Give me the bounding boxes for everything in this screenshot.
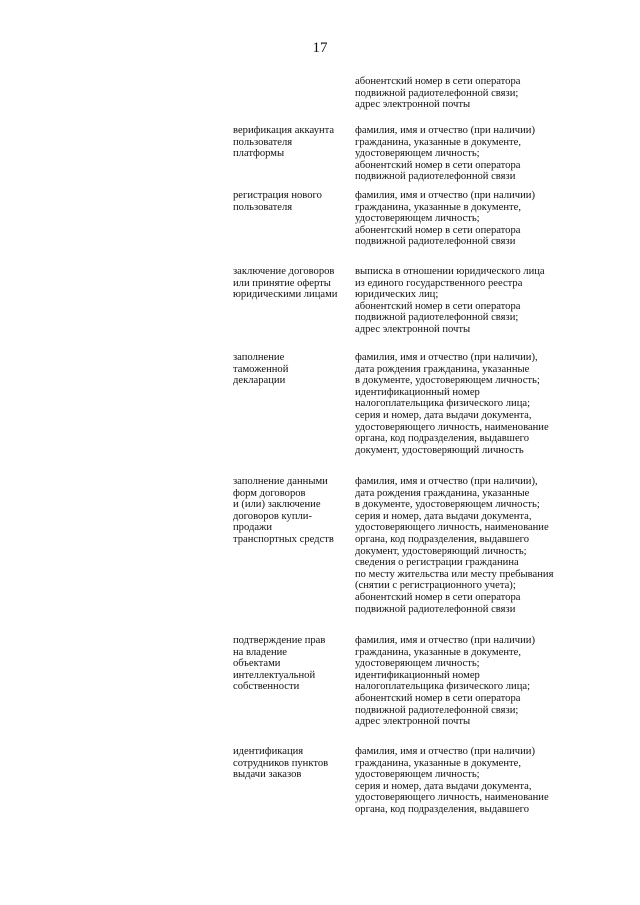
text-line: дата рождения гражданина, указанные [355, 487, 530, 499]
text-line: дата рождения гражданина, указанные [355, 363, 530, 375]
text-line: подвижной радиотелефонной связи; [355, 704, 519, 716]
text-line: фамилия, имя и отчество (при наличии) [355, 125, 535, 136]
text-line: фамилия, имя и отчество (при наличии) [355, 635, 535, 646]
text-line: абонентский номер в сети оператора [355, 591, 521, 603]
data-cell [355, 635, 600, 728]
text-line: гражданина, указанные в документе, [355, 136, 521, 148]
text-line: заключение договоров [233, 266, 335, 277]
text-line: удостоверяющем личность; [355, 148, 480, 160]
text-line: объектами [233, 658, 281, 670]
text-line: адрес электронной почты [355, 323, 471, 335]
text-line: фамилия, имя и отчество (при наличии), [355, 352, 538, 363]
text-line: сведения о регистрации гражданина [355, 557, 519, 569]
text-line: удостоверяющего личность, наименование [355, 792, 549, 804]
purpose-cell [233, 635, 348, 693]
text-line: абонентский номер в сети оператора [355, 300, 521, 312]
text-line: идентификационный номер [355, 386, 480, 398]
purpose-cell [233, 190, 348, 213]
text-line: удостоверяющем личность; [355, 213, 480, 225]
text-line: серия и номер, дата выдачи документа, [355, 780, 532, 792]
text-line: в документе, удостоверяющем личность; [355, 499, 540, 511]
purpose-cell [233, 352, 348, 387]
text-line: гражданина, указанные в документе, [355, 646, 521, 658]
text-line: документ, удостоверяющий личность; [355, 545, 527, 557]
purpose-cell [233, 125, 348, 160]
text-line: удостоверяющего личность, наименование [355, 522, 549, 534]
text-line: верификация аккаунта [233, 125, 335, 136]
text-line: органа, код подразделения, выдавшего [355, 533, 530, 545]
text-line: таможенной [233, 363, 289, 375]
text-line: транспортных средств [233, 533, 334, 545]
text-line: налогоплательщика физического лица; [355, 681, 531, 693]
text-line: (снятии с регистрационного учета); [355, 580, 516, 592]
text-line: подвижной радиотелефонной связи; [355, 87, 519, 99]
text-line: или принятие оферты [233, 277, 331, 289]
text-line: абонентский номер в сети оператора [355, 159, 521, 171]
text-line: пользователя [233, 136, 293, 148]
text-line: собственности [233, 681, 300, 693]
text-line: идентификационный номер [355, 669, 480, 681]
text-line: сотрудников пунктов [233, 757, 329, 769]
data-cell [355, 352, 600, 456]
text-line: адрес электронной почты [355, 99, 471, 111]
data-cell [355, 266, 600, 336]
data-cell [355, 190, 600, 248]
text-line: декларации [233, 375, 286, 387]
data-cell [355, 746, 600, 816]
text-line: регистрация нового [233, 190, 322, 201]
text-line: идентификация [233, 746, 304, 757]
text-line: удостоверяющем личность; [355, 769, 480, 781]
text-line: фамилия, имя и отчество (при наличии) [355, 746, 535, 757]
text-line: абонентский номер в сети оператора [355, 692, 521, 704]
text-line: и (или) заключение [233, 499, 321, 511]
text-line: органа, код подразделения, выдавшего [355, 433, 530, 445]
text-line: подтверждение прав [233, 635, 326, 646]
data-cell [355, 476, 600, 615]
text-line: в документе, удостоверяющем личность; [355, 375, 540, 387]
text-line: по месту жительства или месту пребывания [355, 568, 554, 580]
text-line: заполнение [233, 352, 285, 363]
text-line: фамилия, имя и отчество (при наличии), [355, 476, 538, 487]
text-line: серия и номер, дата выдачи документа, [355, 409, 532, 421]
text-line: гражданина, указанные в документе, [355, 201, 521, 213]
text-line: на владение [233, 646, 288, 658]
text-line: подвижной радиотелефонной связи; [355, 312, 519, 324]
text-line: подвижной радиотелефонной связи [355, 603, 516, 615]
text-line: форм договоров [233, 487, 306, 499]
text-line: подвижной радиотелефонной связи [355, 171, 516, 183]
text-line: юридических лиц; [355, 289, 439, 301]
text-line: удостоверяющего личность, наименование [355, 421, 549, 433]
text-line: платформы [233, 148, 285, 160]
text-line: выписка в отношении юридического лица [355, 266, 545, 277]
text-line: пользователя [233, 201, 293, 213]
text-line: абонентский номер в сети оператора [355, 76, 521, 87]
data-cell [355, 76, 600, 111]
text-line: адрес электронной почты [355, 716, 471, 728]
text-line: удостоверяющем личность; [355, 658, 480, 670]
text-line: заполнение данными [233, 476, 328, 487]
text-line: документ, удостоверяющий личность [355, 444, 524, 456]
text-line: серия и номер, дата выдачи документа, [355, 510, 532, 522]
page-number: 17 [312, 40, 328, 56]
purpose-cell [233, 476, 348, 546]
text-line: налогоплательщика физического лица; [355, 398, 531, 410]
text-line: договоров купли- [233, 510, 312, 522]
text-line: продажи [233, 522, 273, 534]
data-cell [355, 125, 600, 183]
text-line: выдачи заказов [233, 769, 302, 781]
text-line: гражданина, указанные в документе, [355, 757, 521, 769]
text-line: юридическими лицами [233, 289, 338, 301]
text-line: фамилия, имя и отчество (при наличии) [355, 190, 535, 201]
text-line: из единого государственного реестра [355, 277, 523, 289]
text-line: абонентский номер в сети оператора [355, 224, 521, 236]
text-line: подвижной радиотелефонной связи [355, 236, 516, 248]
purpose-cell [233, 746, 348, 781]
text-line: органа, код подразделения, выдавшего [355, 803, 530, 815]
purpose-cell [233, 266, 348, 301]
text-line: интеллектуальной [233, 669, 316, 681]
